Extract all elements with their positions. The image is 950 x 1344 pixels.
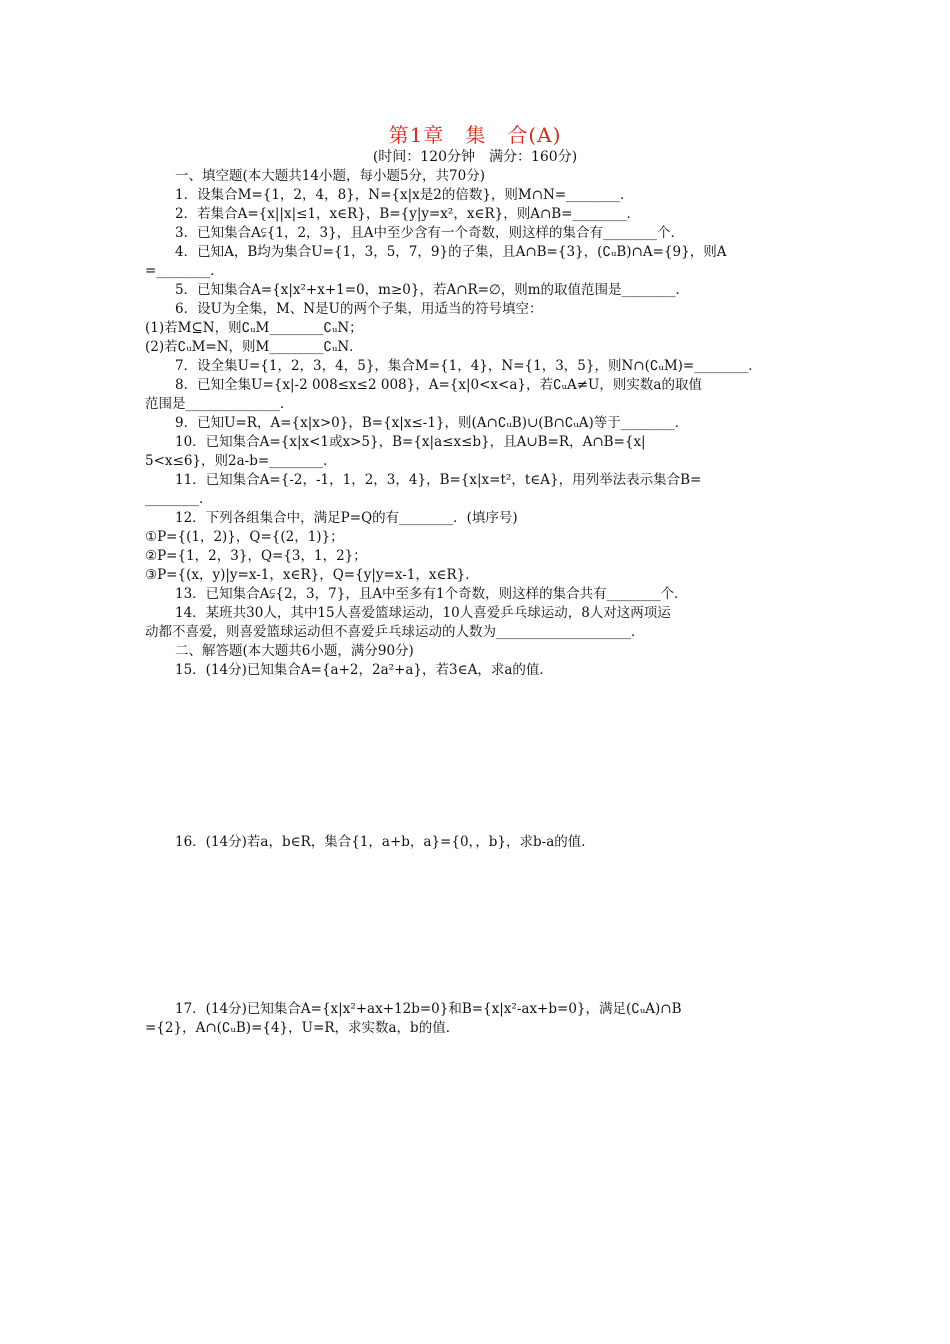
section-heading-fill-blank: 一、填空题(本大题共14小题，每小题5分，共70分) [175,168,485,184]
question-7: 7．设全集U={1，2，3，4，5}，集合M={1，4}，N={1，3，5}，则N∩(∁ᵤM)=________． [175,358,762,374]
question-list [145,167,807,1038]
question-3: 3．已知集合A⫋{1，2，3}，且A中至少含有一个奇数，则这样的集合有________个． [175,225,684,241]
question-17-continued: ={2}，A∩(∁ᵤB)={4}，U=R，求实数a，b的值． [145,1020,460,1036]
question-2: 2．若集合A={x||x|≤1，x∈R}，B={y|y=x²，x∈R}，则A∩B=________． [175,206,640,222]
question-5: 5．已知集合A={x|x²+x+1=0，m≥0}，若A∩R=∅，则m的取值范围是________． [175,282,690,298]
question-15: 15．(14分)已知集合A={a+2，2a²+a}，若3∈A，求a的值． [175,662,553,678]
question-14: 14．某班共30人，其中15人喜爱篮球运动，10人喜爱乒乓球运动，8人对这两项运 [175,605,671,621]
question-4-continued: =________． [145,263,224,279]
section-heading-solutions: 二、解答题(本大题共6小题，满分90分) [175,643,414,659]
question-13: 13．已知集合A⫋{2，3，7}，且A中至多有1个奇数，则这样的集合共有________个． [175,586,688,602]
question-11: 11．已知集合A={-2，-1，1，2，3，4}，B={x|x=t²，t∈A}，用列举法表示集合B= [175,472,702,488]
question-1: 1．设集合M={1，2，4，8}，N={x|x是2的倍数}，则M∩N=________． [175,187,634,203]
question-6-part-1: (1)若M⊆N，则∁ᵤM________∁ᵤN； [145,320,363,336]
question-12-option-1: ①P={(1，2)}，Q={(2，1)}； [145,529,344,545]
question-8-continued: 范围是______________． [145,396,294,412]
question-11-continued: ________． [145,491,213,507]
question-10-continued: 5<x≤6}，则2a-b=________． [145,453,337,469]
question-12: 12．下列各组集合中，满足P=Q的有________．(填序号) [175,510,518,526]
question-6: 6．设U为全集，M、N是U的两个子集，用适当的符号填空： [175,301,543,317]
question-16: 16．(14分)若a，b∈R，集合{1，a+b，a}={0，，b}，求b-a的值． [175,834,595,850]
question-10: 10．已知集合A={x|x<1或x>5}，B={x|a≤x≤b}，且A∪B=R，A∩B={x| [175,434,646,450]
question-12-option-2: ②P={1，2，3}，Q={3，1，2}； [145,548,367,564]
question-4: 4．已知A，B均为集合U={1，3，5，7，9}的子集，且A∩B={3}，(∁ᵤB)∩A={9}，则A [175,244,727,260]
question-12-option-3: ③P={(x，y)|y=x-1，x∈R}，Q={y|y=x-1，x∈R}． [145,567,479,583]
question-14-continued: 动都不喜爱，则喜爱篮球运动但不喜爱乒乓球运动的人数为____________________． [145,624,645,640]
question-6-part-2: (2)若∁ᵤM=N，则M________∁ᵤN． [145,339,363,355]
question-9: 9．已知U=R，A={x|x>0}，B={x|x≤-1}，则(A∩∁ᵤB)∪(B∩∁ᵤA)等于________． [175,415,689,431]
question-8: 8．已知全集U={x|-2 008≤x≤2 008}，A={x|0<x<a}，若∁ᵤA≠U，则实数a的取值 [175,377,702,393]
page-subtitle: (时间：120分钟 满分：160分) [372,149,578,165]
question-17: 17．(14分)已知集合A={x|x²+ax+12b=0}和B={x|x²-ax+b=0}，满足(∁ᵤA)∩B [175,1001,682,1017]
page-title: 第1章 集 合(A) [388,123,562,147]
